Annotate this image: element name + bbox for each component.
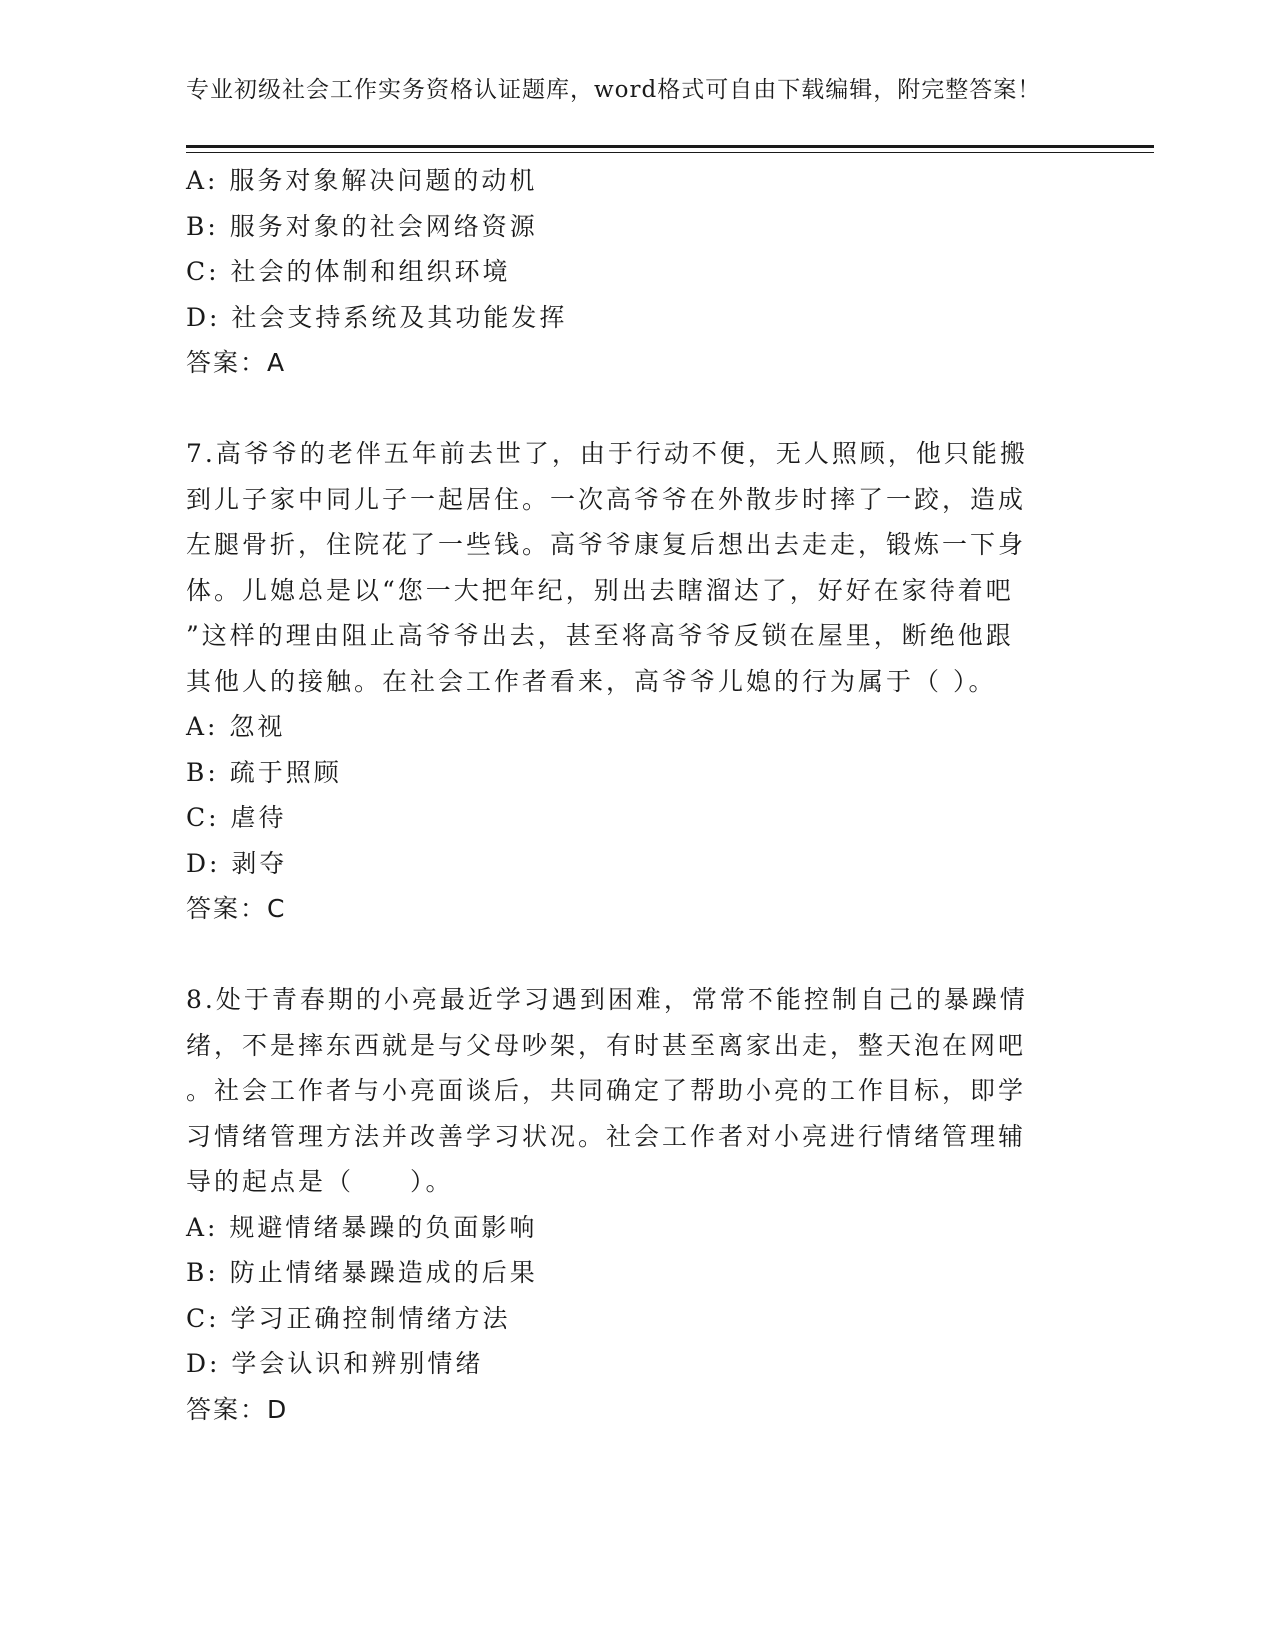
- prev-question-block: [186, 158, 1066, 386]
- option-d: D: 社会支持系统及其功能发挥: [186, 302, 568, 332]
- question-text-line: 。社会工作者与小亮面谈后，共同确定了帮助小亮的工作目标，即学: [186, 1076, 1027, 1105]
- question-8-block: [186, 977, 1066, 1432]
- option-d: D: 学会认识和辨别情绪: [186, 1349, 484, 1378]
- page-header: 专业初级社会工作实务资格认证题库，word格式可自由下载编辑，附完整答案！: [186, 77, 1042, 103]
- question-text-line: 绪，不是摔东西就是与父母吵架，有时甚至离家出走，整天泡在网吧: [186, 1030, 1027, 1060]
- question-text-line: 到儿子家中同儿子一起居住。一次高爷爷在外散步时摔了一跤，造成: [186, 484, 1027, 514]
- option-a: A: 规避情绪暴躁的负面影响: [186, 1212, 538, 1242]
- header-rule-thick: [186, 145, 1154, 148]
- answer-line: 答案：A: [186, 348, 287, 377]
- spacer: [186, 932, 1066, 978]
- question-text-line: 8.处于青春期的小亮最近学习遇到困难，常常不能控制自己的暴躁情: [186, 985, 1028, 1014]
- question-text-line: 体。儿媳总是以“您一大把年纪，别出去瞎溜达了，好好在家待着吧: [186, 575, 1014, 605]
- answer-line: 答案：D: [186, 1394, 289, 1424]
- question-7-block: [186, 431, 1066, 932]
- option-a: A: 服务对象解决问题的动机: [186, 166, 538, 195]
- question-text-line: 7.高爷爷的老伴五年前去世了，由于行动不便，无人照顾，他只能搬: [186, 439, 1028, 468]
- question-text-line: 习情绪管理方法并改善学习状况。社会工作者对小亮进行情绪管理辅: [186, 1121, 1027, 1151]
- option-c: C: 社会的体制和组织环境: [186, 257, 511, 286]
- option-b: B: 服务对象的社会网络资源: [186, 211, 538, 241]
- header-rule-thin: [186, 152, 1154, 153]
- option-b: B: 疏于照顾: [186, 757, 342, 787]
- option-b: B: 防止情绪暴躁造成的后果: [186, 1258, 538, 1287]
- option-a: A: 忽视: [186, 712, 286, 741]
- answer-line: 答案：C: [186, 894, 287, 923]
- question-text-line: 左腿骨折，住院花了一些钱。高爷爷康复后想出去走走，锻炼一下身: [186, 530, 1027, 559]
- question-text-line: 导的起点是（ ）。: [186, 1167, 454, 1196]
- document-body: [186, 158, 1066, 1432]
- option-d: D: 剥夺: [186, 848, 288, 878]
- question-text-line: 其他人的接触。在社会工作者看来，高爷爷儿媳的行为属于（ ）。: [186, 666, 997, 696]
- question-text-line: ”这样的理由阻止高爷爷出去，甚至将高爷爷反锁在屋里，断绝他跟: [186, 621, 1014, 650]
- option-c: C: 学习正确控制情绪方法: [186, 1303, 511, 1333]
- spacer: [186, 386, 1066, 432]
- option-c: C: 虐待: [186, 803, 287, 832]
